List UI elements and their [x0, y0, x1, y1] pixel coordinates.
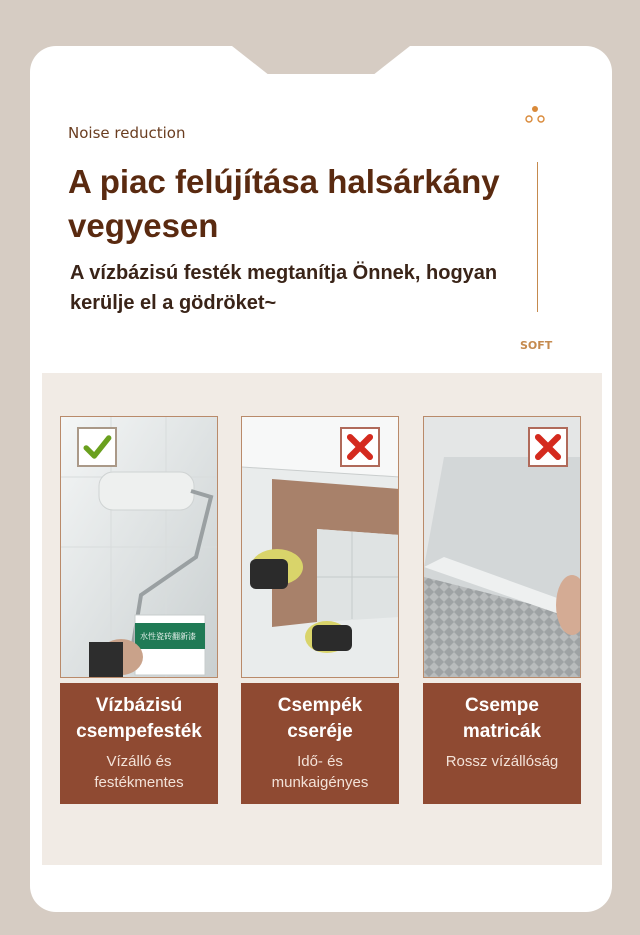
cross-icon	[528, 427, 568, 467]
section-tag: Noise reduction	[68, 124, 186, 142]
option-card-stickers	[423, 416, 581, 805]
divider-line	[537, 162, 538, 312]
dots-icon	[523, 104, 547, 126]
option-caption	[60, 683, 218, 804]
page-subtitle: A vízbázisú festék megtanítja Önnek, hogyan kerülje el a gödröket~	[70, 262, 498, 314]
paint-roller-image	[60, 416, 218, 678]
soft-label: SOFT	[520, 339, 553, 352]
option-description: Rossz vízállóság	[445, 753, 559, 770]
option-caption	[241, 683, 399, 804]
option-title: Csempék cseréje	[277, 695, 363, 742]
tile-sticker-image	[423, 416, 581, 678]
cross-icon	[340, 427, 380, 467]
check-icon	[77, 427, 117, 467]
tile-replacement-image	[241, 416, 399, 678]
option-card-tiles	[241, 416, 399, 805]
page-title: A piac felújítása halsárkány vegyesen	[68, 163, 500, 244]
option-card-paint	[60, 416, 218, 805]
option-title: Vízbázisú csempefesték	[76, 695, 202, 742]
option-caption	[423, 683, 581, 804]
option-description: Idő- és munkaigényes	[271, 753, 369, 791]
option-title: Csempe matricák	[462, 695, 542, 742]
option-description: Vízálló és festékmentes	[94, 753, 184, 791]
product-label: 水性瓷砖翻新漆	[140, 632, 196, 641]
